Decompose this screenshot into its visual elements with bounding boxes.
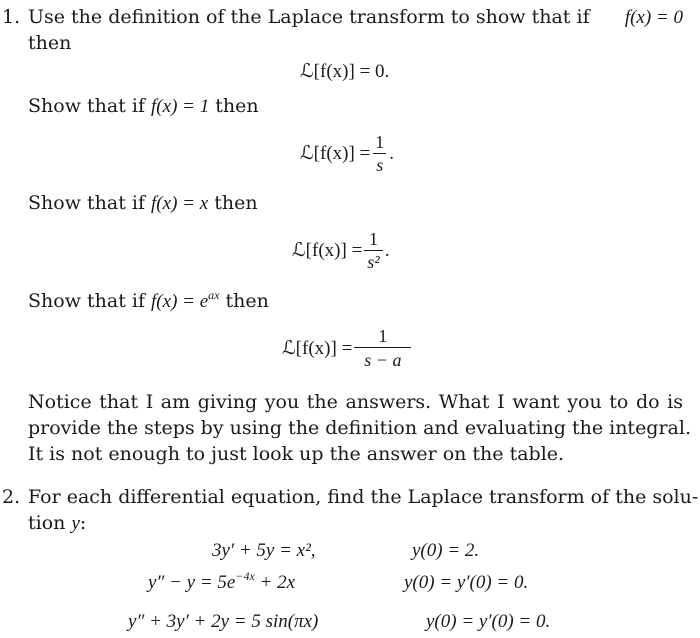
fraction-numerator: 1 [375,132,385,152]
variable-y: y [71,513,80,534]
fraction-denominator: s² [364,250,382,271]
problem-2-number: 2. [2,486,21,508]
ode-1: 3y′ + 5y = x², [212,540,316,561]
fraction-denominator: s − a [354,347,411,369]
show-that-line-3 [28,194,258,213]
show-then: then [214,192,258,214]
show-text: Show that if [28,290,145,312]
show-condition: f(x) = 1 [151,96,210,117]
show-then: then [215,95,259,117]
fraction [372,133,387,174]
initial-condition-3: y(0) = y′(0) = 0. [426,611,551,632]
text-part: tion [28,512,66,534]
problem-1-intro-condition: f(x) = 0 [624,7,683,28]
condition-base: f(x) = e [151,291,209,312]
equation-laplace-exp [282,327,413,369]
show-text: Show that if [28,95,145,117]
ode-2-rhs: + 2x [254,572,296,593]
problem-1-intro [28,8,683,27]
show-that-line-2 [28,97,259,116]
initial-condition-2: y(0) = y′(0) = 0. [404,572,529,593]
fraction [364,230,382,271]
problem-2-text-line-2 [28,514,86,533]
notice-line-3: It is not enough to just look up the answer on the table. [28,443,565,465]
notice-line-1: Notice that I am giving you the answers. What I want you to do is [28,391,683,413]
text-colon: : [79,512,87,534]
condition-exponent: ax [208,287,220,302]
problem-1-number: 1. [2,6,21,28]
equation-lhs: ℒ[f(x)] = [282,337,353,359]
fraction-denominator: s [373,153,386,174]
show-that-line-4 [28,287,269,312]
ode-2-exponent: −4x [235,568,255,583]
equation-end: . [384,240,390,261]
ode-2 [148,568,296,593]
equation-laplace-one [300,133,394,174]
show-then: then [225,290,269,312]
equation-laplace-x [292,230,389,271]
show-text: Show that if [28,192,145,214]
notice-line-2: provide the steps by using the definition and evaluating the integral. [28,417,691,439]
ode-3: y″ + 3y′ + 2y = 5 sin(πx) [128,611,319,632]
problem-1-intro-text: Use the definition of the Laplace transform to show that if [28,6,590,28]
equation-laplace-zero: ℒ[f(x)] = 0. [300,61,390,82]
ode-2-lhs: y″ − y = 5e [148,572,236,593]
fraction [354,327,411,369]
initial-condition-1: y(0) = 2. [412,540,480,561]
equation-end: . [389,143,395,164]
show-condition: f(x) = x [151,193,209,214]
show-condition [151,287,220,312]
equation-lhs: ℒ[f(x)] = [292,240,363,261]
fraction-numerator: 1 [369,229,378,249]
problem-2-text-line-1: For each differential equation, find the Laplace transform of the solu- [28,486,699,508]
problem-1-intro-then: then [28,32,72,54]
fraction-numerator: 1 [378,326,388,346]
equation-lhs: ℒ[f(x)] = [300,143,371,164]
